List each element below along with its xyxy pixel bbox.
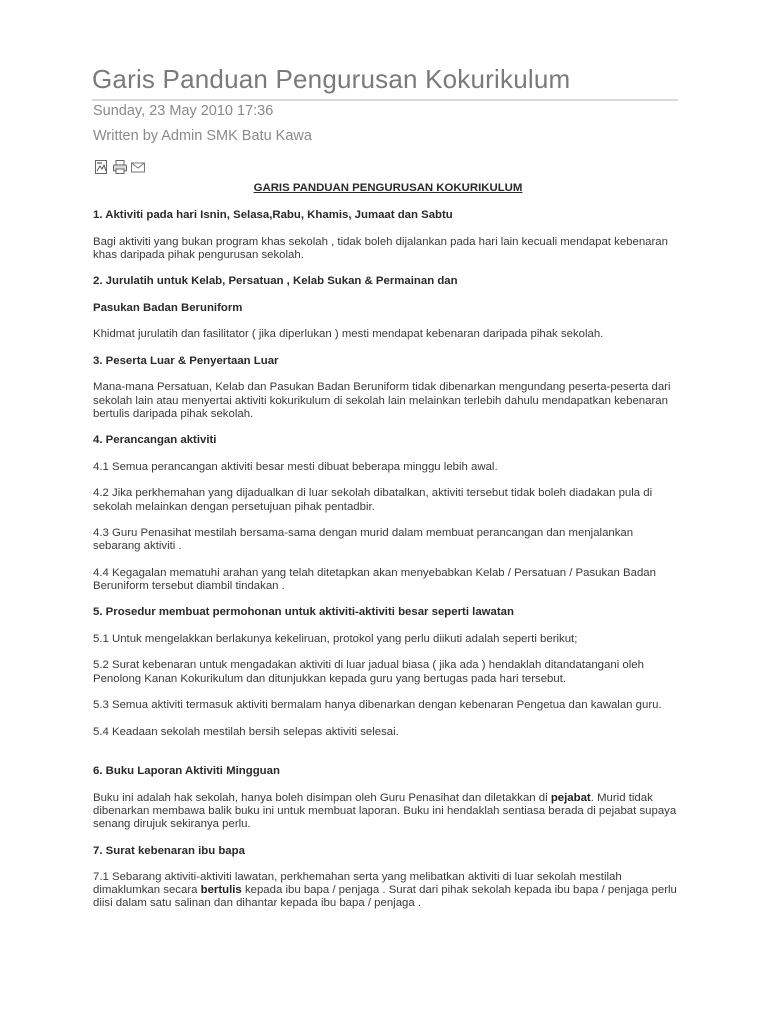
section-5-title: 5. Prosedur membuat permohonan untuk aktiviti-aktiviti besar seperti lawatan <box>93 606 514 619</box>
section-4-title: 4. Perancangan aktiviti <box>93 434 217 447</box>
section-7-text-a: 7.1 Sebarang aktiviti-aktiviti lawatan, perkhemahan serta yang melibatkan aktiviti di luar sekolah mestilah dimaklumkan secara <box>93 871 622 897</box>
section-5-4: 5.4 Keadaan sekolah mestilah bersih selepas aktiviti selesai. <box>93 725 399 738</box>
section-6-bold: pejabat <box>550 791 591 804</box>
section-1-body: Bagi aktiviti yang bukan program khas sekolah , tidak boleh dijalankan pada hari lain kecuali mendapat kebenaran khas daripada pihak pengurusan sekolah. <box>93 235 668 261</box>
section-6-body <box>93 792 683 832</box>
pdf-icon[interactable] <box>94 159 110 175</box>
section-2-title: 2. Jurulatih untuk Kelab, Persatuan , Kelab Sukan & Permainan dan <box>93 275 458 288</box>
section-7-1 <box>93 871 683 911</box>
section-4-2: 4.2 Jika perkhemahan yang dijadualkan di luar sekolah dibatalkan, aktiviti tersebut tidak boleh diadakan pula di sekolah melainkan dengan persetujuan pihak pentadbir. <box>93 487 653 513</box>
article-body <box>93 182 683 924</box>
document-heading: GARIS PANDUAN PENGURUSAN KOKURIKULUM <box>253 182 523 194</box>
section-2-title-cont: Pasukan Badan Beruniform <box>93 301 243 314</box>
section-4-1: 4.1 Semua perancangan aktiviti besar mesti dibuat beberapa minggu lebih awal. <box>93 460 498 473</box>
section-5-2: 5.2 Surat kebenaran untuk mengadakan aktiviti di luar jadual biasa ( jika ada ) hendaklah ditandatangani oleh Penolong Kanan Kokurikulum dan ditunjukkan kepada guru yang bertugas pada hari tersebut. <box>93 659 644 685</box>
section-6-text-a: Buku ini adalah hak sekolah, hanya boleh disimpan oleh Guru Penasihat dan diletakkan di <box>93 791 551 804</box>
section-3-body: Mana-mana Persatuan, Kelab dan Pasukan Badan Beruniform tidak dibenarkan mengundang peserta-peserta dari sekolah lain atau menyertai aktiviti kokurikulum di sekolah lain melainkan terlebih dahulu mendapatkan kebenaran bertulis daripada pihak sekolah. <box>93 381 671 420</box>
spacer <box>93 752 683 765</box>
section-1-title: 1. Aktiviti pada hari Isnin, Selasa,Rabu, Khamis, Jumaat dan Sabtu <box>93 209 453 222</box>
section-4-4: 4.4 Kegagalan mematuhi arahan yang telah ditetapkan akan menyebabkan Kelab / Persatuan / Pasukan Badan Beruniform tersebut diambil tindakan . <box>93 566 656 592</box>
section-3-title: 3. Peserta Luar & Penyertaan Luar <box>93 354 279 367</box>
article-tools <box>94 157 146 175</box>
section-6-text-b: . Murid tidak dibenarkan membawa balik buku ini untuk membuat laporan. Buku ini hendaklah sentiasa berada di pejabat supaya senang dirujuk sekiranya perlu. <box>93 791 677 831</box>
section-7-text-b: kepada ibu bapa / penjaga . Surat dari pihak sekolah kepada ibu bapa / penjaga perlu diisi dalam satu salinan dan dihantar kepada ibu bapa / penjaga . <box>93 884 677 910</box>
page-title: Garis Panduan Pengurusan Kokurikulum <box>92 64 678 101</box>
publish-date: Sunday, 23 May 2010 17:36 <box>93 103 274 119</box>
section-7-bold: bertulis <box>200 884 242 897</box>
email-icon[interactable] <box>130 159 146 175</box>
author-line: Written by Admin SMK Batu Kawa <box>93 128 312 144</box>
section-5-3: 5.3 Semua aktiviti termasuk aktiviti bermalam hanya dibenarkan dengan kebenaran Pengetua dan kawalan guru. <box>93 699 662 712</box>
section-2-body: Khidmat jurulatih dan fasilitator ( jika diperlukan ) mesti mendapat kebenaran daripada pihak sekolah. <box>93 328 604 341</box>
section-4-3: 4.3 Guru Penasihat mestilah bersama-sama dengan murid dalam membuat perancangan dan menjalankan sebarang aktiviti . <box>93 527 634 553</box>
section-6-title: 6. Buku Laporan Aktiviti Mingguan <box>93 765 280 778</box>
print-icon[interactable] <box>112 159 128 175</box>
section-7-title: 7. Surat kebenaran ibu bapa <box>93 844 245 857</box>
section-5-1: 5.1 Untuk mengelakkan berlakunya kekeliruan, protokol yang perlu diikuti adalah seperti berikut; <box>93 632 578 645</box>
